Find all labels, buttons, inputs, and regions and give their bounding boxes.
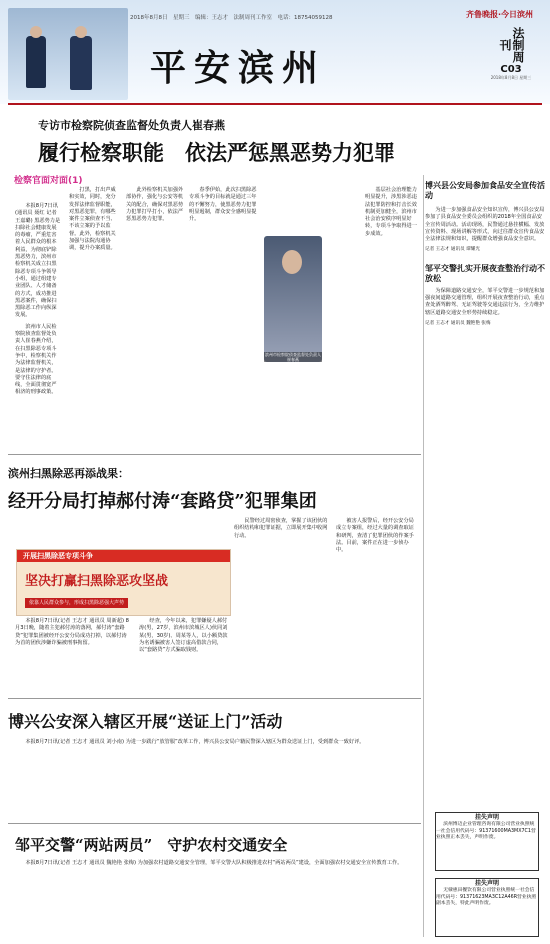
masthead-photo	[8, 8, 128, 100]
article2-col2	[139, 618, 229, 654]
page-info	[482, 18, 540, 98]
article1-deck: 专访市检察院侦查监督处负责人崔春燕	[38, 119, 225, 132]
section-divider-1	[8, 454, 421, 455]
notice-1	[435, 812, 539, 871]
article2-col3-text: 民警经过周密侦查，掌握了该团伙的组织结构和犯罪证据，立即展开集中收网行动。	[234, 518, 328, 539]
masthead-title: 平安滨州	[150, 47, 327, 89]
portrait-caption: 滨州市检察院侦查监督处负责人崔春燕	[265, 352, 321, 362]
banner-image	[16, 549, 231, 616]
page-number: C03	[500, 64, 522, 75]
notice-2-body: 无棣惠田餐饮有限公司营业执照统一社会信用代码号：91371623MA3C12A46R营业执照副本丢失，特此声明作废。	[436, 888, 537, 906]
article1-col5	[365, 187, 420, 238]
article2-col1-text: 本报8月7日讯(记者 王志才 通讯员 周新超) 8月3日晚，随着主犯郝付涛的落网，郝付涛“套路贷”犯罪集团被经开公安分局成功打掉，以郝付涛为首的团伙涉嫌诈骗被刑事拘留。	[15, 618, 129, 646]
right-article-b-title: 邹平交警扎实开展夜查整治行动不放松	[425, 263, 545, 283]
article1-col4	[189, 187, 260, 223]
article3-body	[15, 739, 415, 746]
banner-slogan: 坚决打赢扫黑除恶攻坚战	[25, 574, 169, 589]
article4-headline: 邹平交警“两站两员” 守护农村交通安全	[15, 836, 288, 854]
article1-col1-text: 本报8月7日讯(通讯员 聂红 记者 王嘉璐) 黑恶势力是扫除社会健康发展的毒瘤，严重危害着人民群众的根本利益，为彻底铲除黑恶势力，滨州市检察机关成立扫黑除恶专项斗争领导小组，通过组建专业团队、人才储备的方式，成功推进黑恶案件，确保扫黑除恶工作向纵深发展。	[15, 203, 61, 319]
article1-col5-text: 基层社会治理能力明显提升，涉黑涉恶违法犯罪防控和打击长效机制更加健全，滨州市社会治安秩序明显好转，专项斗争取得进一步成效。	[365, 187, 417, 237]
article1-col1	[15, 203, 61, 397]
column-tag-text: 检察官面对面(1)	[14, 176, 83, 186]
right-article-a-body: 为进一步加强食品安全知识宣传，博兴县公安局参加了县食品安全委员会组织的2018年全国食品安全宣传周活动。活动现场，民警通过悬挂横幅、发放宣传资料、现场讲解等形式，向过往群众宣传食品安全法律法规和知识，提醒群众增强食品安全意识。	[425, 207, 545, 243]
notice-2	[435, 878, 539, 937]
article2-col4-text: 被害人报警后，经开公安分局成立专案组，经过大量的调查取证和研判，查清了犯罪团伙的作案手法。目前，案件正在进一步侦办中。	[336, 518, 414, 554]
header-date-line: 2018年8月8日 星期三 编辑：王志才 法制周刊工作室 电话：18754059128	[130, 14, 333, 21]
article2-headline: 经开分局打掉郝付涛“套路贷”犯罪集团	[8, 491, 317, 512]
article1-col3	[126, 187, 185, 223]
header-meta	[130, 10, 415, 23]
article1-headline: 履行检察职能 依法严惩黑恶势力犯罪	[38, 140, 395, 165]
section-divider-2	[8, 698, 421, 699]
article4-body-text: 本报8月7日讯(记者 王志才 通讯员 魏艳艳 张梅) 为加强农村道路交通安全管理，邹平交警大队积极推进农村“两站两员”建设，全面加强农村交通安全宣传教育工作。	[25, 860, 403, 866]
notice-1-body: 滨州博迈企业管理咨询有限公司营业执照统一社会信用代码号：91371600MA3MX7C1营业执照正本丢失，声明作废。	[436, 822, 536, 840]
article1-col2	[69, 187, 118, 253]
portrait-photo	[264, 236, 322, 362]
right-article-a-byline: 记者 王志才 通讯员 谭耀光	[425, 247, 480, 253]
right-article-a-title: 博兴县公安局参加食品安全宣传活动	[425, 181, 545, 200]
article1-col3-text: 此外检察机关加强外部协作，强化与公安等机关的配合，确保对黑恶势力犯罪打早打小，依法严惩黑恶势力犯罪。	[126, 187, 184, 223]
paper-name: 齐鲁晚报·今日滨州	[466, 10, 534, 19]
banner-subtext: 依靠人民群众参与，形成扫黑除恶强大声势	[25, 598, 128, 608]
article2-col4	[336, 518, 418, 554]
article1-col4-text: 春季伊始，此次扫黑除恶专项斗争的目标就是通过三年的不懈努力，使黑恶势力犯罪明显遏制，群众安全感明显提升。	[189, 187, 257, 223]
article2-col3	[234, 518, 330, 540]
article2-deck: 滨州扫黑除恶再添战果：	[8, 467, 129, 480]
right-divider	[423, 175, 424, 937]
portrait-head	[282, 250, 302, 274]
article4-body	[15, 860, 415, 867]
section-label: 法制周刊	[498, 27, 525, 63]
right-column	[425, 181, 545, 327]
section-divider-3	[8, 823, 421, 824]
masthead-divider	[8, 103, 542, 105]
banner-top-text: 开展扫黑除恶专项斗争	[17, 550, 231, 562]
article1-col2-text: 打黑，打出声威和实效，同时，充分发挥法律监督职能，对黑恶犯罪，有哪些案件立案侦查不当、不该立案的予以监督。此外，检察机关加强与法院沟通协调，提升办案质量。	[69, 187, 116, 252]
article2-col2-text: 经查，今年以来，犯罪嫌疑人郝付涛(男，27岁，滨州市滨城区人)伙同刘某(男，30岁)、周某等人，以小额贷款为名诱骗被害人签订虚高借款合同，以“套路贷”方式骗取钱财。	[139, 618, 228, 654]
article1-col1b-text: 滨州市人民检察院侦查监督处负责人崔春燕介绍，在扫黑除恶专项斗争中，检察机关作为法律监督机关，是法律的守护者。要守住法律的底线，全面贯彻宽严相济的刑事政策。	[15, 323, 57, 396]
notice-2-title: 挂失声明	[474, 880, 499, 887]
right-article-b-body: 为保障道路交通安全，邹平交警进一步规范和加强夜间道路交通管理，组织开展夜查整治行动，重点查处酒驾醉驾、无证驾驶等交通违法行为，全力维护辖区道路交通安全形势持续稳定。	[425, 287, 545, 316]
notice-1-title: 挂失声明	[474, 814, 499, 821]
article3-body-text: 本报8月7日讯(记者 王志才 通讯员 刘小南) 为进一步践行“放管服”改革工作，博兴县公安局户籍民警深入辖区为群众送证上门，受到群众一致好评。	[25, 739, 365, 745]
article2-col1	[15, 618, 130, 647]
right-article-b-byline: 记者 王志才 通讯员 魏艳艳 张梅	[425, 320, 491, 326]
page-note: 2018年8月8日 星期三	[490, 75, 532, 80]
article3-headline: 博兴公安深入辖区开展“送证上门”活动	[8, 712, 283, 731]
